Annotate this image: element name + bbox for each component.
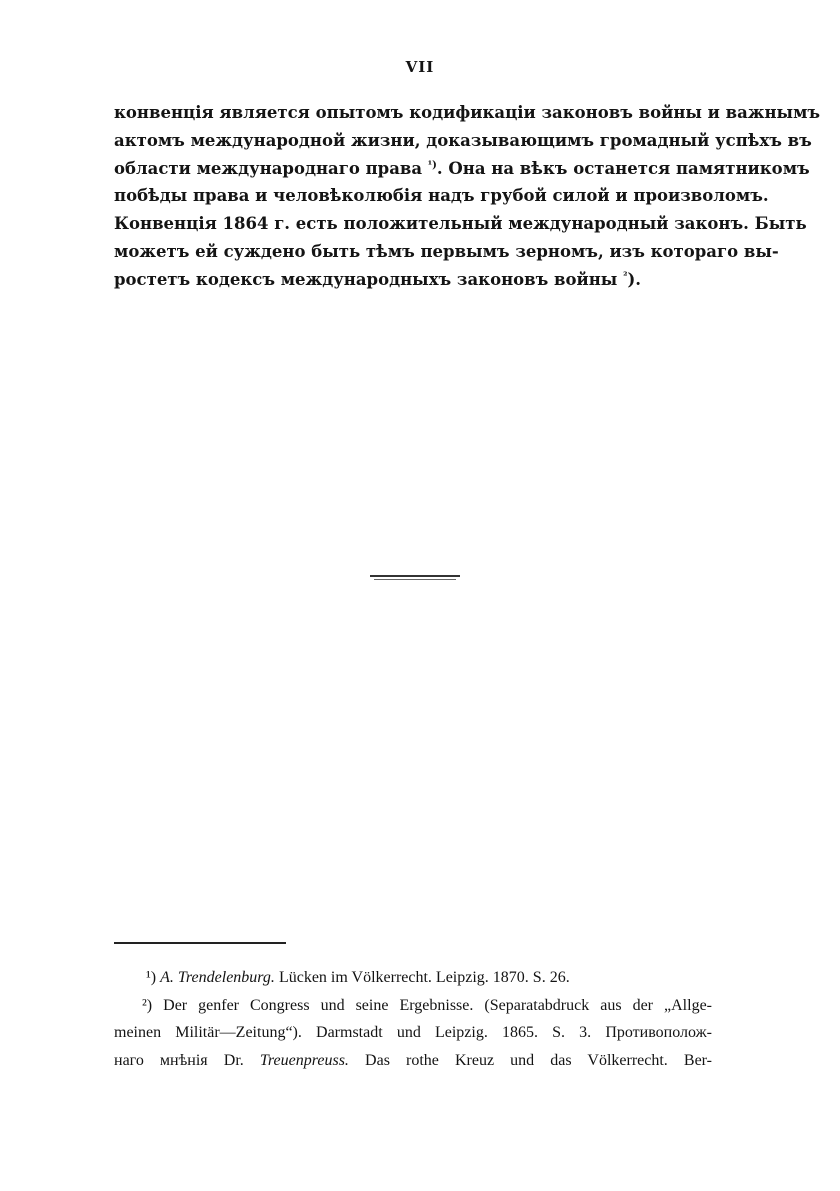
- footnote-marker: ¹): [146, 969, 157, 986]
- text-line: конвенція является опытомъ кодификаціи законовъ войны и важнымъ: [114, 103, 821, 122]
- text-line: можетъ ей суждено быть тѣмъ первымъ зерномъ, изъ котораго вы-: [114, 241, 779, 261]
- text-line: побѣды права и человѣколюбія надъ грубой силой и произволомъ.: [114, 186, 769, 206]
- footnote-text: Das rothe Kreuz und das Völkerrecht. Ber-: [365, 1051, 713, 1069]
- page-number: VII: [405, 58, 435, 76]
- text-line: [114, 155, 810, 183]
- footnote-2-line: [114, 1047, 712, 1075]
- footnote-marker: ²): [142, 996, 153, 1014]
- text-line-segment: области международнаго права: [114, 158, 423, 178]
- footnote-author: A. Trendelenburg.: [160, 969, 275, 986]
- text-line: актомъ международной жизни, доказывающимъ громадный успѣхъ въ: [114, 130, 812, 150]
- footnote-author: Treuenpreuss.: [259, 1051, 349, 1069]
- footnote-text: наго мнѣнія Dr.: [114, 1051, 244, 1069]
- footnotes: [114, 964, 712, 1074]
- footnote-separator: [114, 942, 286, 944]
- text-line-segment: . Она на вѣкъ останется памятникомъ: [436, 158, 810, 178]
- ornament-line: [370, 575, 460, 577]
- footnote-text: Der genfer Congress und seine Ergebnisse. (Separatabdruck aus der „Allge-: [163, 996, 712, 1014]
- section-ornament: [370, 575, 460, 583]
- footnote-reference-2[interactable]: ²: [623, 270, 628, 282]
- footnote-2-line: meinen Militär—Zeitung“). Darmstadt und Leipzig. 1865. S. 3. Противополож-: [114, 1024, 712, 1041]
- footnote-2-line: [114, 992, 712, 1020]
- main-text: [114, 99, 821, 294]
- text-line: [114, 266, 712, 294]
- text-line: Конвенція 1864 г. есть положительный международный законъ. Быть: [114, 214, 807, 234]
- text-line-segment: ).: [627, 269, 642, 289]
- text-line-segment: ростетъ кодексъ международныхъ законовъ войны: [114, 269, 618, 289]
- ornament-line: [374, 579, 456, 580]
- footnote-1: [114, 964, 712, 992]
- footnote-text: Lücken im Völkerrecht. Leipzig. 1870. S. 26.: [278, 969, 570, 986]
- footnote-reference-1[interactable]: ¹): [427, 159, 437, 171]
